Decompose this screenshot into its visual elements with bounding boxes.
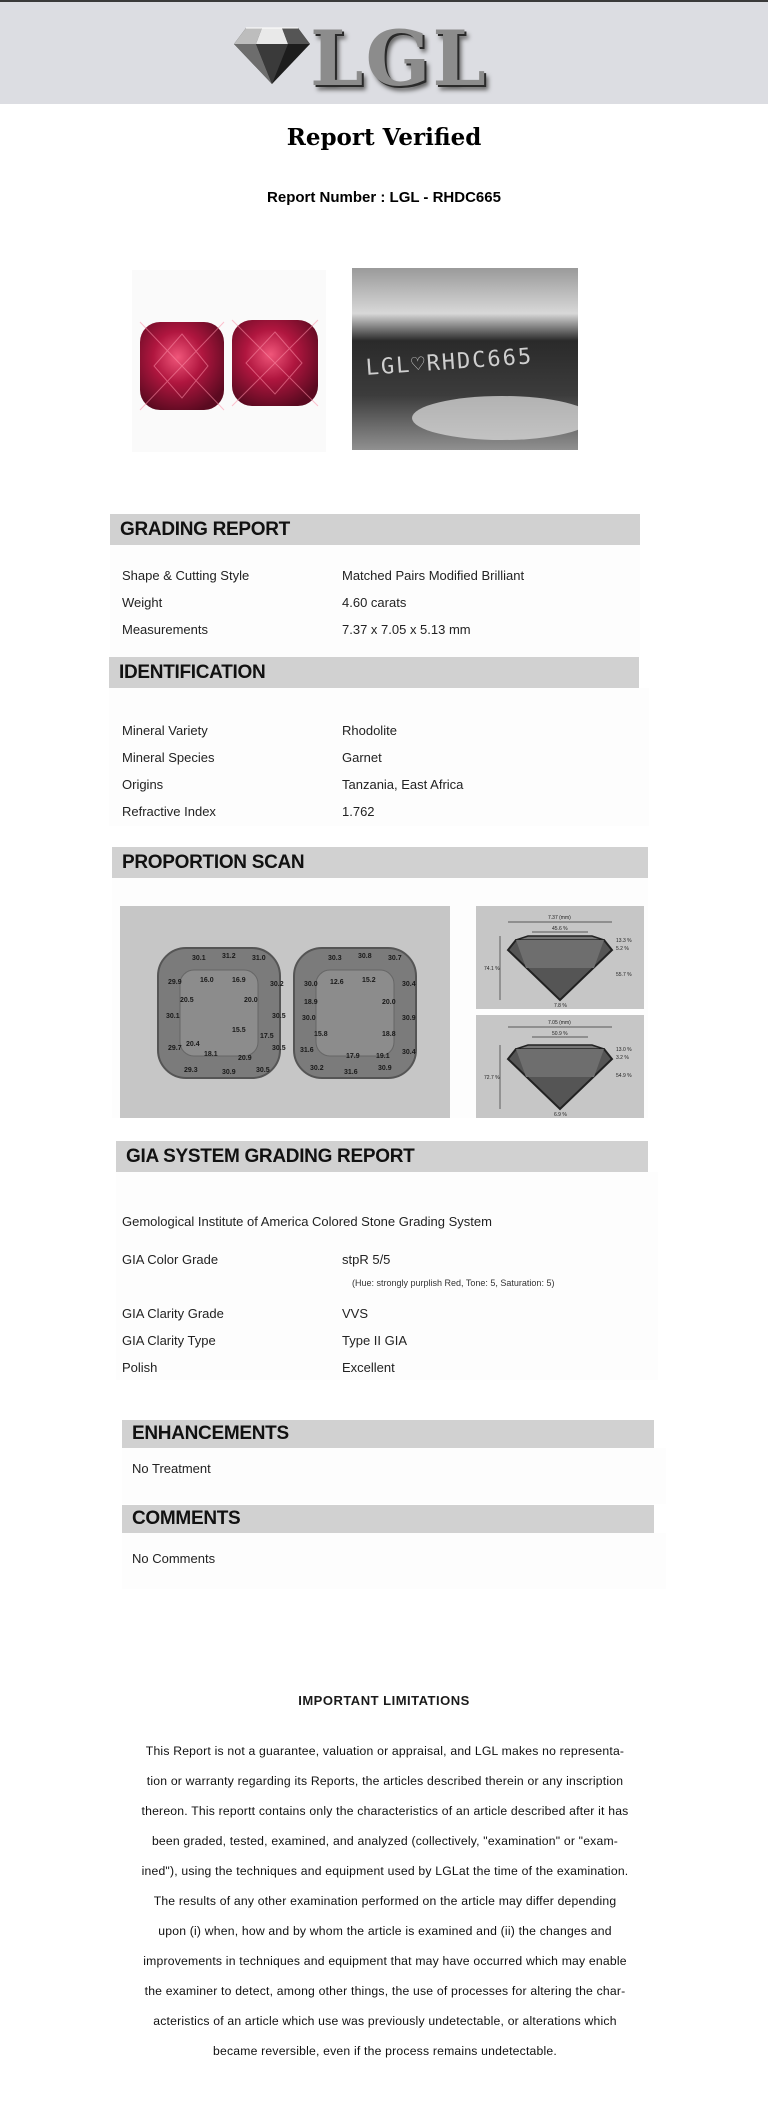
profile-top-culet: 7.8 % bbox=[554, 1003, 567, 1009]
facet-value: 18.8 bbox=[382, 1031, 396, 1038]
proportion-top-view bbox=[120, 906, 450, 1118]
facet-value: 15.5 bbox=[232, 1027, 246, 1034]
facet-value: 18.9 bbox=[304, 999, 318, 1006]
profile-bottom-depth: 72.7 % bbox=[484, 1075, 500, 1081]
facet-value: 30.2 bbox=[270, 981, 284, 988]
diamond-icon bbox=[232, 20, 312, 88]
gem-photo bbox=[132, 270, 326, 452]
facet-value: 30.0 bbox=[302, 1015, 316, 1022]
identification-heading: IDENTIFICATION bbox=[109, 657, 639, 688]
facet-value: 31.2 bbox=[222, 953, 236, 960]
profile-top-crown-a: 13.3 % bbox=[616, 938, 632, 944]
profile-top-depth: 74.1 % bbox=[484, 966, 500, 972]
facet-value: 30.9 bbox=[378, 1065, 392, 1072]
facet-value: 31.6 bbox=[300, 1047, 314, 1054]
limitations-line: This Report is not a guarantee, valuation or appraisal, and LGL makes no representa- bbox=[145, 1744, 625, 1758]
facet-value: 20.9 bbox=[238, 1055, 252, 1062]
facet-value: 30.4 bbox=[402, 981, 416, 988]
facet-value: 30.1 bbox=[166, 1013, 180, 1020]
facet-value: 20.0 bbox=[382, 999, 396, 1006]
girdle-inscription: LGL♡RHDC665 bbox=[364, 344, 534, 381]
gia-system-heading: GIA SYSTEM GRADING REPORT bbox=[116, 1141, 648, 1172]
facet-value: 30.9 bbox=[402, 1015, 416, 1022]
facet-value: 18.1 bbox=[204, 1051, 218, 1058]
facet-value: 17.5 bbox=[260, 1033, 274, 1040]
limitations-line: ined"), using the techniques and equipment used by LGLat the time of the examination. bbox=[141, 1864, 629, 1878]
facet-value: 30.0 bbox=[304, 981, 318, 988]
profile-bottom-pavilion: 54.9 % bbox=[616, 1073, 632, 1079]
limitations-line: been graded, tested, examined, and analyzed (collectively, "examination" or "exam- bbox=[151, 1834, 619, 1848]
limitations-line: The results of any other examination performed on the article may differ depending bbox=[153, 1894, 617, 1908]
profile-top-width: 7.37 (mm) bbox=[548, 915, 571, 921]
limitations-line: the examiner to detect, among other things, the use of processes for altering the char- bbox=[144, 1984, 626, 1998]
profile-bottom-culet: 6.9 % bbox=[554, 1112, 567, 1118]
inscription-photo bbox=[352, 268, 578, 450]
header-band bbox=[0, 0, 768, 104]
facet-value: 16.0 bbox=[200, 977, 214, 984]
facet-value: 30.1 bbox=[192, 955, 206, 962]
page-title: Report Verified bbox=[286, 124, 482, 151]
profile-top-table: 45.6 % bbox=[552, 926, 568, 932]
proportion-side-view-bottom bbox=[476, 1015, 644, 1118]
facet-value: 17.9 bbox=[346, 1053, 360, 1060]
limitations-heading: IMPORTANT LIMITATIONS bbox=[298, 1693, 470, 1708]
profile-top-crown-b: 5.2 % bbox=[616, 946, 629, 952]
limitations-line: became reversible, even if the process remains undetectable. bbox=[213, 2044, 557, 2058]
facet-value: 30.8 bbox=[358, 953, 372, 960]
limitations-line: tion or warranty regarding its Reports, the articles described therein or any inscription bbox=[146, 1774, 624, 1788]
facet-value: 20.5 bbox=[180, 997, 194, 1004]
facet-value: 15.2 bbox=[362, 977, 376, 984]
limitations-line: acteristics of an article which use was previously undetectable, or alterations which bbox=[153, 2014, 617, 2028]
comments-heading: COMMENTS bbox=[122, 1505, 654, 1533]
facet-value: 29.9 bbox=[168, 979, 182, 986]
facet-value: 20.4 bbox=[186, 1041, 200, 1048]
gia-system-panel bbox=[116, 1172, 658, 1380]
facet-value: 30.5 bbox=[272, 1045, 286, 1052]
proportion-scan-heading: PROPORTION SCAN bbox=[112, 847, 648, 878]
grading-report-heading: GRADING REPORT bbox=[110, 514, 640, 545]
limitations-line: upon (i) when, how and by whom the article is examined and (ii) the changes and bbox=[158, 1924, 612, 1938]
facet-value: 30.5 bbox=[272, 1013, 286, 1020]
facet-value: 29.3 bbox=[184, 1067, 198, 1074]
facet-value: 30.5 bbox=[256, 1067, 270, 1074]
facet-value: 31.6 bbox=[344, 1069, 358, 1076]
logo-text: LGL bbox=[310, 14, 488, 103]
facet-value: 30.2 bbox=[310, 1065, 324, 1072]
enhancements-panel bbox=[122, 1448, 666, 1504]
profile-top-pavilion: 55.7 % bbox=[616, 972, 632, 978]
gia-color-grade-note: (Hue: strongly purplish Red, Tone: 5, Saturation: 5) bbox=[352, 1278, 555, 1288]
profile-bottom-crown-b: 3.2 % bbox=[616, 1055, 629, 1061]
limitations-text bbox=[118, 1736, 652, 2066]
facet-value: 30.7 bbox=[388, 955, 402, 962]
report-number: Report Number : LGL - RHDC665 bbox=[267, 189, 501, 206]
lgl-logo bbox=[232, 14, 492, 103]
proportion-side-view-top bbox=[476, 906, 644, 1009]
facet-value: 16.9 bbox=[232, 977, 246, 984]
facet-value: 30.3 bbox=[328, 955, 342, 962]
facet-value: 31.0 bbox=[252, 955, 266, 962]
facet-value: 30.9 bbox=[222, 1069, 236, 1076]
facet-value: 12.6 bbox=[330, 979, 344, 986]
limitations-line: thereon. This reportt contains only the characteristics of an article described after it has bbox=[141, 1804, 629, 1818]
facet-value: 30.4 bbox=[402, 1049, 416, 1056]
facet-value: 20.0 bbox=[244, 997, 258, 1004]
enhancements-heading: ENHANCEMENTS bbox=[122, 1420, 654, 1448]
profile-bottom-width: 7.05 (mm) bbox=[548, 1020, 571, 1026]
limitations-line: improvements in techniques and equipment that may have occurred which may enable bbox=[143, 1954, 627, 1968]
profile-bottom-table: 50.9 % bbox=[552, 1031, 568, 1037]
profile-bottom-crown-a: 13.0 % bbox=[616, 1047, 632, 1053]
facet-value: 29.7 bbox=[168, 1045, 182, 1052]
facet-value: 15.8 bbox=[314, 1031, 328, 1038]
facet-value: 19.1 bbox=[376, 1053, 390, 1060]
